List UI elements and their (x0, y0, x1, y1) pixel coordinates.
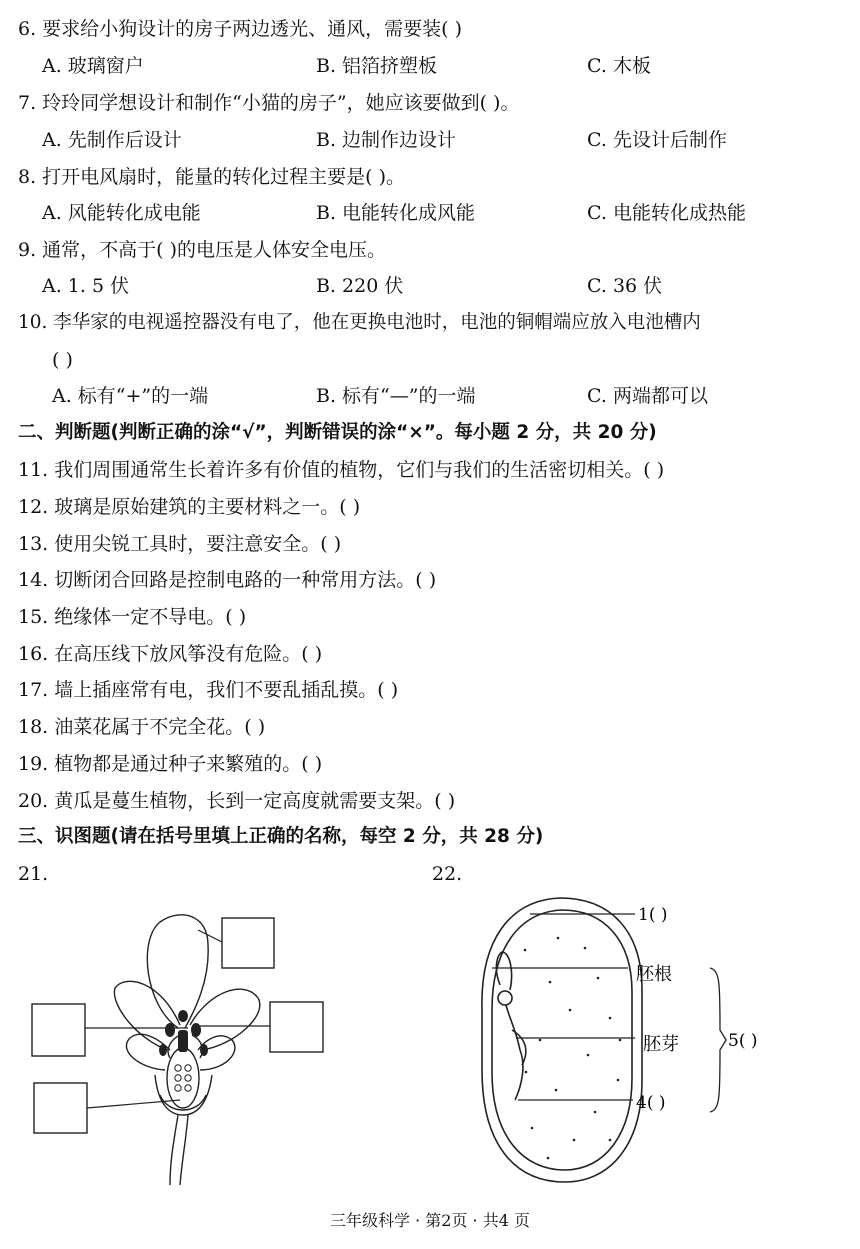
question-9-option-b: B. 220 伏 (316, 275, 404, 297)
question-9-option-c: C. 36 伏 (587, 275, 663, 297)
seed-bracket (710, 968, 726, 1112)
question-6-option-b: B. 铝箔挤塑板 (316, 55, 438, 77)
seed-label-4: 4( ) (636, 1093, 666, 1113)
question-13: 13. 使用尖锐工具时，要注意安全。( ) (18, 533, 342, 555)
question-10-option-b: B. 标有“—”的一端 (316, 385, 476, 407)
section-3-heading: 三、识图题(请在括号里填上正确的名称，每空 2 分，共 28 分) (18, 826, 544, 847)
question-20: 20. 黄瓜是蔓生植物，长到一定高度就需要支架。( ) (18, 790, 456, 812)
flower-left-petal (114, 981, 180, 1050)
flower-stem (170, 1115, 178, 1185)
question-21-number: 21. (18, 863, 49, 885)
question-6-option-a: A. 玻璃窗户 (42, 55, 144, 77)
question-9-stem: 9. 通常，不高于( )的电压是人体安全电压。 (18, 239, 387, 261)
question-19: 19. 植物都是通过种子来繁殖的。( ) (18, 753, 323, 775)
question-15: 15. 绝缘体一定不导电。( ) (18, 606, 247, 628)
question-10-answer-blank: ( ) (52, 349, 73, 371)
question-7-option-c: C. 先设计后制作 (587, 129, 727, 151)
seed-embryo-bud (506, 1005, 523, 1100)
question-7-option-a: A. 先制作后设计 (42, 129, 182, 151)
seed-label-1: 1( ) (638, 905, 668, 925)
flower-label-box-2 (32, 1004, 85, 1056)
question-17: 17. 墙上插座常有电，我们不要乱插乱摸。( ) (18, 679, 399, 701)
flower-label-box-1 (222, 918, 274, 968)
page-footer: 三年级科学 · 第2页 · 共4 页 (330, 1211, 530, 1230)
question-8-stem: 8. 打开电风扇时，能量的转化过程主要是( )。 (18, 166, 406, 188)
seed-embryo-root (496, 952, 511, 990)
flower-diagram (20, 900, 380, 1190)
seed-label-embryo-root: 胚根 (636, 964, 672, 985)
question-9-option-a: A. 1. 5 伏 (42, 275, 130, 297)
question-7-option-b: B. 边制作边设计 (316, 129, 457, 151)
question-22-number: 22. (432, 863, 463, 885)
question-14: 14. 切断闭合回路是控制电路的一种常用方法。( ) (18, 569, 437, 591)
flower-label-box-3 (270, 1002, 323, 1052)
question-6-option-c: C. 木板 (587, 55, 651, 77)
seed-label-embryo-bud: 胚芽 (643, 1034, 679, 1055)
question-18: 18. 油菜花属于不完全花。( ) (18, 716, 266, 738)
question-8-option-a: A. 风能转化成电能 (42, 202, 201, 224)
seed-diagram (470, 890, 850, 1190)
question-11: 11. 我们周围通常生长着许多有价值的植物，它们与我们的生活密切相关。( ) (18, 459, 665, 481)
question-10-option-c: C. 两端都可以 (587, 385, 708, 407)
flower-right-petal (190, 989, 260, 1050)
question-12: 12. 玻璃是原始建筑的主要材料之一。( ) (18, 496, 361, 518)
question-6-stem: 6. 要求给小狗设计的房子两边透光、通风，需要装( ) (18, 18, 463, 40)
question-7-stem: 7. 玲玲同学想设计和制作“小猫的房子”，她应该要做到( )。 (18, 92, 520, 114)
question-16: 16. 在高压线下放风筝没有危险。( ) (18, 643, 323, 665)
seed-label-5: 5( ) (728, 1031, 758, 1051)
section-2-heading: 二、判断题(判断正确的涂“√”，判断错误的涂“×”。每小题 2 分，共 20 分) (18, 422, 657, 443)
question-8-option-b: B. 电能转化成风能 (316, 202, 476, 224)
question-10-option-a: A. 标有“+”的一端 (52, 385, 209, 407)
question-8-option-c: C. 电能转化成热能 (587, 202, 746, 224)
question-10-stem: 10. 李华家的电视遥控器没有电了，他在更换电池时，电池的铜帽端应放入电池槽内 (18, 312, 701, 333)
flower-pistil (167, 1048, 199, 1108)
flower-label-box-4 (34, 1083, 87, 1133)
